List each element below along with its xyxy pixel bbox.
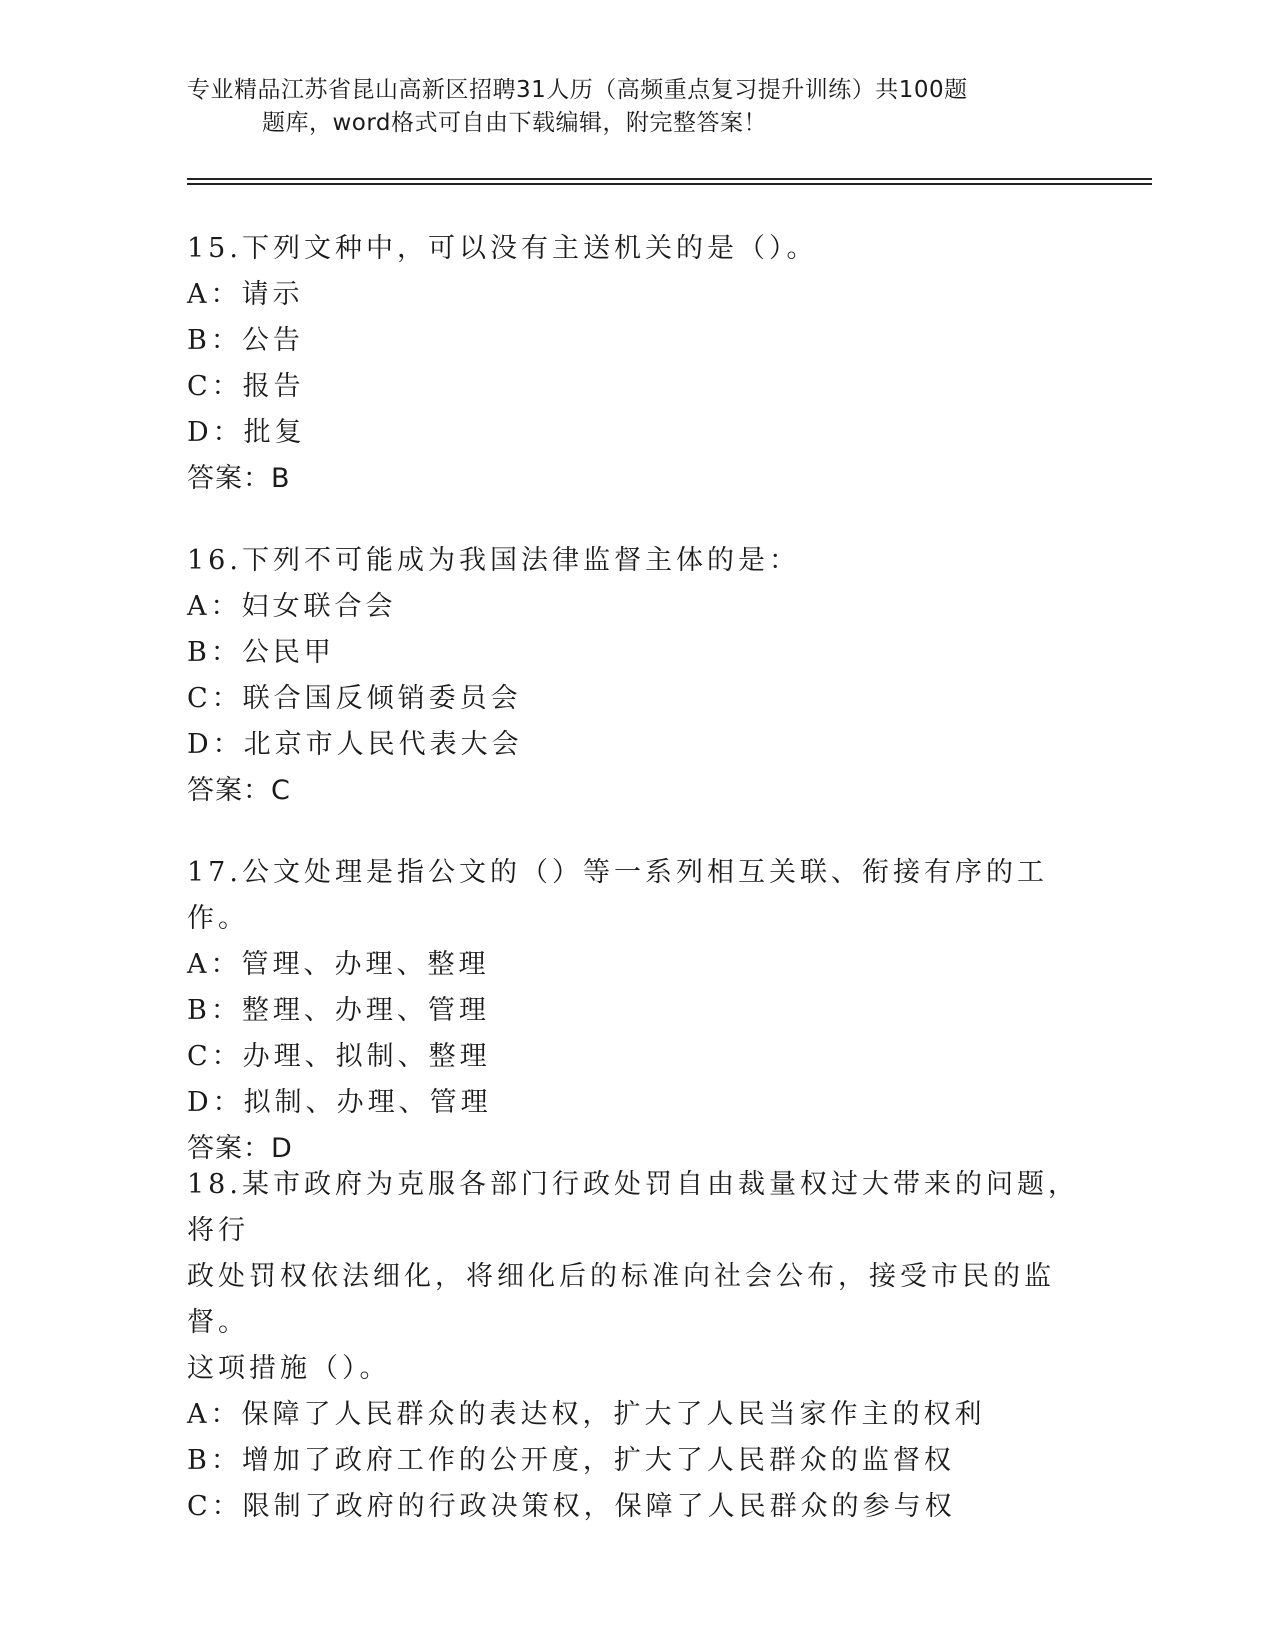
question-stem: 16.下列不可能成为我国法律监督主体的是： [187, 545, 800, 576]
question-stem: 17.公文处理是指公文的（）等一系列相互关联、衔接有序的工作。 [187, 857, 1048, 934]
question-stem-line-2: 政处罚权依法细化，将细化后的标准向社会公布，接受市民的监督。 [187, 1261, 1055, 1338]
answer: 答案：C [187, 775, 291, 806]
header-line-2: 题库，word格式可自由下载编辑，附完整答案！ [262, 110, 768, 136]
option-d: D：批复 [187, 417, 306, 448]
option-a: A：保障了人民群众的表达权，扩大了人民当家作主的权利 [187, 1399, 986, 1430]
answer: 答案：D [187, 1133, 293, 1164]
question-stem: 15.下列文种中，可以没有主送机关的是（）。 [187, 233, 818, 264]
option-c: C：限制了政府的行政决策权，保障了人民群众的参与权 [187, 1491, 956, 1522]
answer: 答案：B [187, 463, 291, 494]
option-b: B：公民甲 [187, 637, 335, 668]
option-b: B：公告 [187, 325, 304, 356]
question-18 [187, 1162, 1087, 1530]
option-c: C：联合国反倾销委员会 [187, 683, 522, 714]
option-b: B：整理、办理、管理 [187, 995, 490, 1026]
header-rule-top [187, 178, 1152, 180]
option-b: B：增加了政府工作的公开度，扩大了人民群众的监督权 [187, 1445, 955, 1476]
document-header [187, 74, 1087, 140]
question-16 [187, 538, 1087, 814]
option-c: C：报告 [187, 371, 305, 402]
question-15 [187, 226, 1087, 502]
option-a: A：请示 [187, 279, 304, 310]
option-a: A：妇女联合会 [187, 591, 397, 622]
question-17 [187, 850, 1087, 1172]
option-a: A：管理、办理、整理 [187, 949, 490, 980]
option-d: D：北京市人民代表大会 [187, 729, 523, 760]
option-c: C：办理、拟制、整理 [187, 1041, 491, 1072]
option-d: D：拟制、办理、管理 [187, 1087, 492, 1118]
question-stem-line-1: 18.某市政府为克服各部门行政处罚自由裁量权过大带来的问题，将行 [187, 1169, 1079, 1246]
header-rule-bottom [187, 183, 1152, 185]
question-stem-line-3: 这项措施（）。 [187, 1353, 391, 1384]
header-line-1: 专业精品江苏省昆山高新区招聘31人历（高频重点复习提升训练）共100题 [187, 77, 968, 103]
